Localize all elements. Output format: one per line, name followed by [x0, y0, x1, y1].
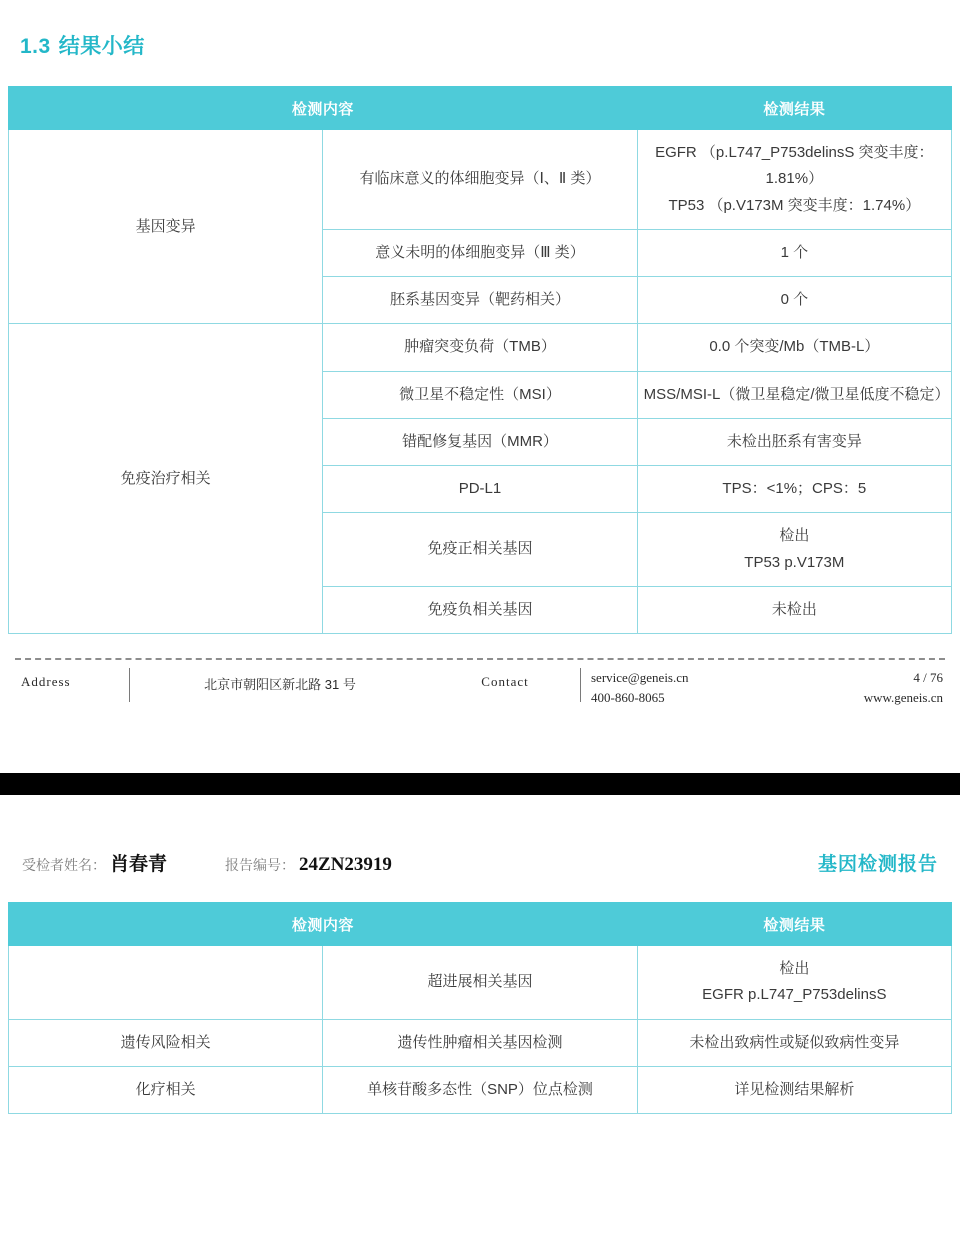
section-number: 1.3 — [20, 35, 51, 58]
category-cell-gene-variation: 基因变异 — [9, 130, 323, 324]
result-cell: 未检出胚系有害变异 — [637, 418, 951, 465]
result-cell — [637, 946, 951, 1020]
item-cell: PD-L1 — [323, 466, 637, 513]
item-cell: 遗传性肿瘤相关基因检测 — [323, 1019, 637, 1066]
summary-table-2 — [8, 902, 952, 1114]
page-number: 4 / 76 — [913, 670, 943, 685]
table-row — [9, 130, 952, 230]
report-number-label: 报告编号： — [225, 859, 296, 874]
result-cell: 未检出致病性或疑似致病性变异 — [637, 1019, 951, 1066]
category-cell-chemotherapy: 化疗相关 — [9, 1066, 323, 1113]
result-cell — [637, 513, 951, 587]
header-cell-result: 检测结果 — [637, 87, 951, 130]
item-cell: 微卫星不稳定性（MSI） — [323, 371, 637, 418]
category-cell-immunotherapy: 免疫治疗相关 — [9, 324, 323, 634]
result-cell: TPS：<1%；CPS：5 — [637, 466, 951, 513]
table-row — [9, 946, 952, 1020]
footer-phone: 400-860-8065 — [591, 689, 665, 705]
table-row — [9, 324, 952, 371]
result-cell: MSS/MSI-L（微卫星稳定/微卫星低度不稳定） — [637, 371, 951, 418]
item-cell: 免疫负相关基因 — [323, 586, 637, 633]
item-cell: 有临床意义的体细胞变异（Ⅰ、Ⅱ 类） — [323, 130, 637, 230]
footer-row — [15, 668, 945, 707]
summary-table-1 — [8, 86, 952, 634]
page-separator-bar — [0, 773, 960, 795]
item-cell: 肿瘤突变负荷（TMB） — [323, 324, 637, 371]
item-cell: 错配修复基因（MMR） — [323, 418, 637, 465]
item-cell: 免疫正相关基因 — [323, 513, 637, 587]
section-title — [20, 30, 952, 60]
summary-table-2-wrapper — [8, 902, 952, 1114]
footer-email: service@geneis.cn — [591, 670, 689, 685]
table-row — [9, 1019, 952, 1066]
footer-address-value: 北京市朝阳区新北路 31 号 — [204, 677, 356, 692]
result-line: TP53 （p.V173M 突变丰度：1.74%） — [668, 196, 921, 214]
table-header-row — [9, 903, 952, 946]
page-gap — [0, 707, 960, 773]
item-cell: 意义未明的体细胞变异（Ⅲ 类） — [323, 229, 637, 276]
result-line: TP53 p.V173M — [744, 553, 845, 571]
result-line: 1.81%） — [765, 170, 824, 188]
table-row — [9, 1066, 952, 1113]
patient-header — [8, 849, 952, 876]
report-number-value: 24ZN23919 — [299, 854, 392, 875]
report-page-1 — [0, 30, 960, 707]
result-line: 检出 — [779, 960, 810, 977]
header-cell-content: 检测内容 — [9, 87, 638, 130]
result-cell: 未检出 — [637, 586, 951, 633]
result-cell: 详见检测结果解析 — [637, 1066, 951, 1113]
item-cell: 胚系基因变异（靶药相关） — [323, 277, 637, 324]
result-cell: 0 个 — [637, 277, 951, 324]
item-cell: 超进展相关基因 — [323, 946, 637, 1020]
footer-address-label: Address — [21, 674, 71, 689]
footer-contact-label: Contact — [481, 674, 529, 689]
footer-right — [864, 668, 945, 707]
result-cell: 0.0 个突变/Mb（TMB-L） — [637, 324, 951, 371]
category-cell-empty — [9, 946, 323, 1020]
patient-name-value: 肖春青 — [110, 854, 168, 875]
header-cell-result: 检测结果 — [637, 903, 951, 946]
footer-contact-value — [581, 668, 821, 707]
item-cell: 单核苷酸多态性（SNP）位点检测 — [323, 1066, 637, 1113]
patient-name-label: 受检者姓名： — [22, 859, 106, 874]
footer-website: www.geneis.cn — [863, 689, 943, 705]
result-cell — [637, 130, 951, 230]
page-bottom-spacer — [8, 1114, 952, 1184]
document-title: 基因检测报告 — [817, 854, 938, 875]
result-line: EGFR p.L747_P753delinsS — [702, 986, 887, 1004]
result-line: EGFR （p.L747_P753delinsS 突变丰度： — [655, 144, 934, 161]
result-line: 检出 — [779, 527, 810, 545]
result-cell: 1 个 — [637, 229, 951, 276]
section-heading-text: 结果小结 — [58, 35, 145, 58]
report-page-2 — [0, 849, 960, 1184]
footer-divider — [15, 658, 945, 660]
table-header-row — [9, 87, 952, 130]
header-cell-content: 检测内容 — [9, 903, 638, 946]
category-cell-genetic-risk: 遗传风险相关 — [9, 1019, 323, 1066]
page-footer — [15, 658, 945, 707]
